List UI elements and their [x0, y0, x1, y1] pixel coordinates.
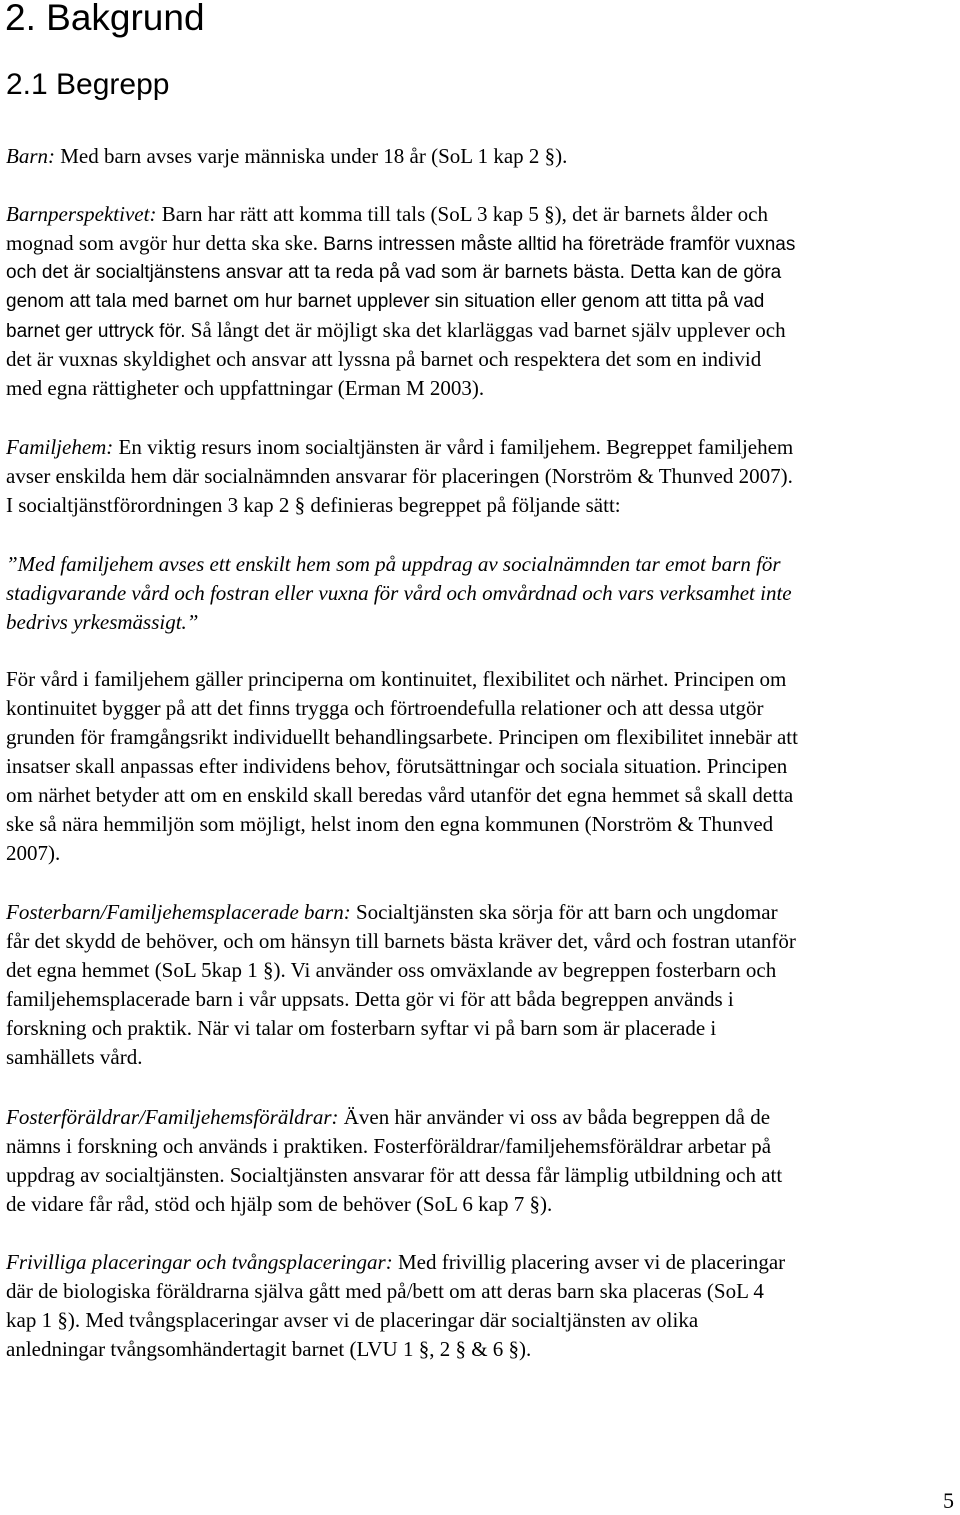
text-line: insatser skall anpassas efter individens behov, förutsättningar och sociala situation. Principen	[6, 754, 788, 778]
text-line	[6, 229, 795, 258]
text-line	[6, 200, 795, 229]
text-line: ske så nära hemmiljön som möjligt, helst inom den egna kommunen (Norström & Thunved	[6, 812, 774, 836]
text-span-sans: och det är socialtjänstens ansvar att ta reda på vad som är barnets bästa.	[6, 262, 625, 283]
term-label: Familjehem:	[6, 435, 114, 459]
text-line: med egna rättigheter och uppfattningar (Erman M 2003).	[6, 376, 485, 400]
quote-line: ”Med familjehem avses ett enskilt hem som på uppdrag av socialnämnden tar emot barn för	[6, 552, 781, 576]
quote-line: bedrivs yrkesmässigt.”	[6, 610, 199, 634]
text-span-sans: Detta kan de göra	[624, 262, 782, 283]
chapter-heading: 2. Bakgrund	[5, 0, 205, 38]
text-line	[6, 142, 567, 171]
text-span: Barn har rätt att komma till tals (SoL 3 kap 5 §), det är barnets ålder och	[156, 202, 768, 226]
term-definition: Med barn avses varje människa under 18 år (SoL 1 kap 2 §).	[55, 144, 568, 168]
text-line: I socialtjänstförordningen 3 kap 2 § definieras begreppet på följande sätt:	[6, 493, 621, 517]
term-label: Fosterföräldrar/Familjehemsföräldrar:	[6, 1105, 339, 1129]
text-line: får det skydd de behöver, och om hänsyn till barnets bästa kräver det, vård och fostran utanför	[6, 929, 796, 953]
text-line: de vidare får råd, stöd och hjälp som de behöver (SoL 6 kap 7 §).	[6, 1192, 553, 1216]
text-line: nämns i forskning och används i praktiken. Fosterföräldrar/familjehemsföräldrar arbetar på	[6, 1134, 772, 1158]
text-line: familjehemsplacerade barn i vår uppsats. Detta gör vi för att båda begreppen används i	[6, 987, 734, 1011]
text-span: Så långt det är möjligt ska det klarläggas vad barnet själv upplever och	[185, 318, 786, 342]
term-label: Barnperspektivet:	[6, 202, 157, 226]
text-line: grunden för framgångsrikt individuellt behandlingsarbete. Principen om flexibilitet innebär att	[6, 725, 798, 749]
text-line: det egna hemmet (SoL 5kap 1 §). Vi använder oss omväxlande av begreppen fosterbarn och	[6, 958, 777, 982]
term-label: Fosterbarn/Familjehemsplacerade barn:	[6, 900, 351, 924]
text-line: det är vuxnas skyldighet och ansvar att lyssna på barnet och respektera det som en individ	[6, 347, 762, 371]
text-span: Med frivillig placering avser vi de placeringar	[392, 1250, 786, 1274]
paragraph-placeringar	[6, 1248, 785, 1364]
text-line: kontinuitet bygger på att det finns trygga och förtroendefulla relationer och att dessa utgör	[6, 696, 764, 720]
text-span: Även här använder vi oss av båda begreppen då de	[338, 1105, 771, 1129]
text-line: forskning och praktik. När vi talar om fosterbarn syftar vi på barn som är placerade i	[6, 1016, 717, 1040]
text-line: För vård i familjehem gäller principerna om kontinuitet, flexibilitet och närhet. Principen om	[6, 667, 787, 691]
page-number: 5	[943, 1488, 954, 1513]
text-line: 2007).	[6, 841, 61, 865]
paragraph-barnperspektivet	[6, 200, 795, 403]
text-line	[6, 433, 793, 462]
text-line: samhällets vård.	[6, 1045, 143, 1069]
term-label: Barn:	[6, 144, 55, 168]
text-line: kap 1 §). Med tvångsplaceringar avser vi de placeringar där socialtjänsten av olika	[6, 1308, 699, 1332]
section-heading: 2.1 Begrepp	[6, 68, 170, 101]
text-line: anledningar tvångsomhändertagit barnet (LVU 1 §, 2 § & 6 §).	[6, 1337, 532, 1361]
text-line	[6, 1103, 782, 1132]
paragraph-principer	[6, 665, 798, 868]
text-line	[6, 316, 795, 345]
paragraph-fosterbarn	[6, 898, 796, 1072]
text-line: uppdrag av socialtjänsten. Socialtjänsten ansvarar för att dessa får lämplig utbildning och att	[6, 1163, 783, 1187]
text-line: genom att tala med barnet om hur barnet upplever sin situation eller genom att titta på vad	[6, 291, 765, 312]
quote-line: stadigvarande vård och fostran eller vuxna för vård och omvårdnad och vars verksamhet inte	[6, 581, 792, 605]
text-line: om närhet betyder att om en enskild skall beredas vård utanför det egna hemmet så skall detta	[6, 783, 794, 807]
paragraph-barn	[6, 142, 567, 171]
text-span: Socialtjänsten ska sörja för att barn och ungdomar	[350, 900, 778, 924]
paragraph-fosterforaldrar	[6, 1103, 782, 1219]
term-label: Frivilliga placeringar och tvångsplaceringar:	[6, 1250, 393, 1274]
text-line: avser enskilda hem där socialnämnden ansvarar för placeringen (Norström & Thunved 2007).	[6, 464, 793, 488]
text-line	[6, 898, 796, 927]
text-line	[6, 258, 795, 287]
paragraph-familjehem	[6, 433, 793, 520]
text-line	[6, 1248, 785, 1277]
text-line: där de biologiska föräldrarna själva gått med på/bett om att deras barn ska placeras (SoL 4	[6, 1279, 764, 1303]
text-span-sans: barnet ger uttryck för.	[6, 321, 186, 342]
text-span-sans: Barns intressen måste alltid ha företräde framför vuxnas	[323, 234, 796, 255]
block-quote	[6, 550, 792, 637]
text-span: mognad som avgör hur detta ska ske.	[6, 231, 324, 255]
text-span: En viktig resurs inom socialtjänsten är vård i familjehem. Begreppet familjehem	[113, 435, 794, 459]
